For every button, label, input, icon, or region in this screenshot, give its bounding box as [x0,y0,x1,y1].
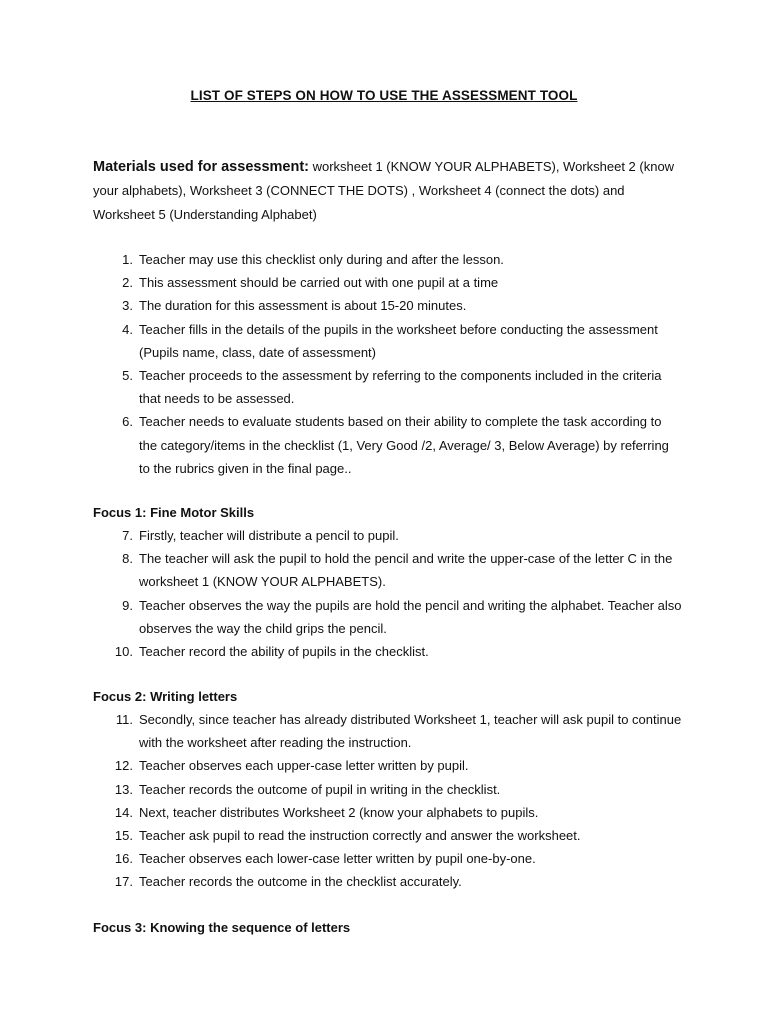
step-text: The teacher will ask the pupil to hold the pencil and write the upper-case of the letter C in the worksheet 1 (KNOW YOUR ALPHABETS). [139,551,673,590]
step-number: 7. [122,528,133,543]
step-number: 8. [122,551,133,567]
step-number: 2. [122,275,133,291]
focus-1-steps-list [93,524,683,663]
step-number: 14. [114,804,133,820]
section-heading-focus-2: Focus 2: Writing letters [93,689,238,704]
list-item [93,271,683,294]
step-number: 10. [114,644,133,660]
list-item [93,248,683,271]
step-number: 13. [114,781,133,797]
focus-2-steps-list [93,708,683,894]
list-item [93,318,683,364]
list-item [93,754,683,777]
step-text: Teacher observes each lower-case letter written by pupil one-by-one. [139,851,536,867]
step-text: Teacher proceeds to the assessment by referring to the components included in the criteria that needs to be assessed. [139,368,662,407]
list-item [93,547,683,593]
list-item [93,824,683,847]
step-text: Teacher may use this checklist only during and after the lesson. [139,252,504,267]
step-text: Teacher observes the way the pupils are hold the pencil and writing the alphabet. Teacher also observes the way the child grips the pencil. [139,597,682,636]
step-text: The duration for this assessment is about 15-20 minutes. [139,298,467,314]
list-item [93,801,683,824]
step-text: This assessment should be carried out with one pupil at a time [139,275,499,291]
step-number: 15. [114,828,133,844]
step-number: 17. [114,874,133,890]
materials-text: worksheet 1 (KNOW YOUR ALPHABETS), Worksheet 2 (know your alphabets), Worksheet 3 (CONNECT THE DOTS) , Worksheet 4 (connect the dots) and Worksheet 5 (Understanding Alphabet) [93,159,675,222]
list-item [93,294,683,317]
list-item [93,594,683,640]
step-text: Teacher record the ability of pupils in the checklist. [139,644,429,660]
list-item [93,847,683,870]
step-number: 12. [114,758,133,774]
general-steps-list [93,248,683,480]
step-number: 9. [122,597,133,613]
step-text: Teacher ask pupil to read the instruction correctly and answer the worksheet. [139,828,581,844]
step-number: 3. [122,298,133,314]
list-item [93,410,683,480]
section-heading-focus-3: Focus 3: Knowing the sequence of letters [93,920,351,935]
list-item [93,870,683,893]
step-text: Teacher needs to evaluate students based on their ability to complete the task according to the category/items in the checklist (1, Very Good /2, Average/ 3, Below Average) by referring to the rubrics given in the final page.. [139,414,669,476]
step-number: 16. [114,851,133,867]
step-text: Next, teacher distributes Worksheet 2 (know your alphabets to pupils. [139,804,539,820]
step-text: Teacher fills in the details of the pupils in the worksheet before conducting the assessment (Pupils name, class, date of assessment) [139,321,658,360]
list-item [93,364,683,410]
list-item [93,640,683,663]
step-text: Teacher observes each upper-case letter written by pupil. [139,758,469,774]
step-text: Secondly, since teacher has already distributed Worksheet 1, teacher will ask pupil to continue with the worksheet after reading the instruction. [139,712,682,751]
step-text: Teacher records the outcome of pupil in writing in the checklist. [139,781,501,797]
list-item [93,708,683,754]
step-text: Firstly, teacher will distribute a pencil to pupil. [139,528,399,543]
page-title: LIST OF STEPS ON HOW TO USE THE ASSESSMENT TOOL [190,88,578,103]
list-item [93,524,683,547]
step-number: 11. [115,712,133,727]
step-number: 5. [122,368,133,384]
step-number: 6. [122,414,133,430]
list-item [93,778,683,801]
materials-label: Materials used for assessment: [93,159,309,175]
step-number: 1. [122,252,133,267]
step-text: Teacher records the outcome in the checklist accurately. [139,874,462,890]
step-number: 4. [122,321,133,337]
materials-paragraph [93,155,683,227]
section-heading-focus-1: Focus 1: Fine Motor Skills [93,505,255,520]
